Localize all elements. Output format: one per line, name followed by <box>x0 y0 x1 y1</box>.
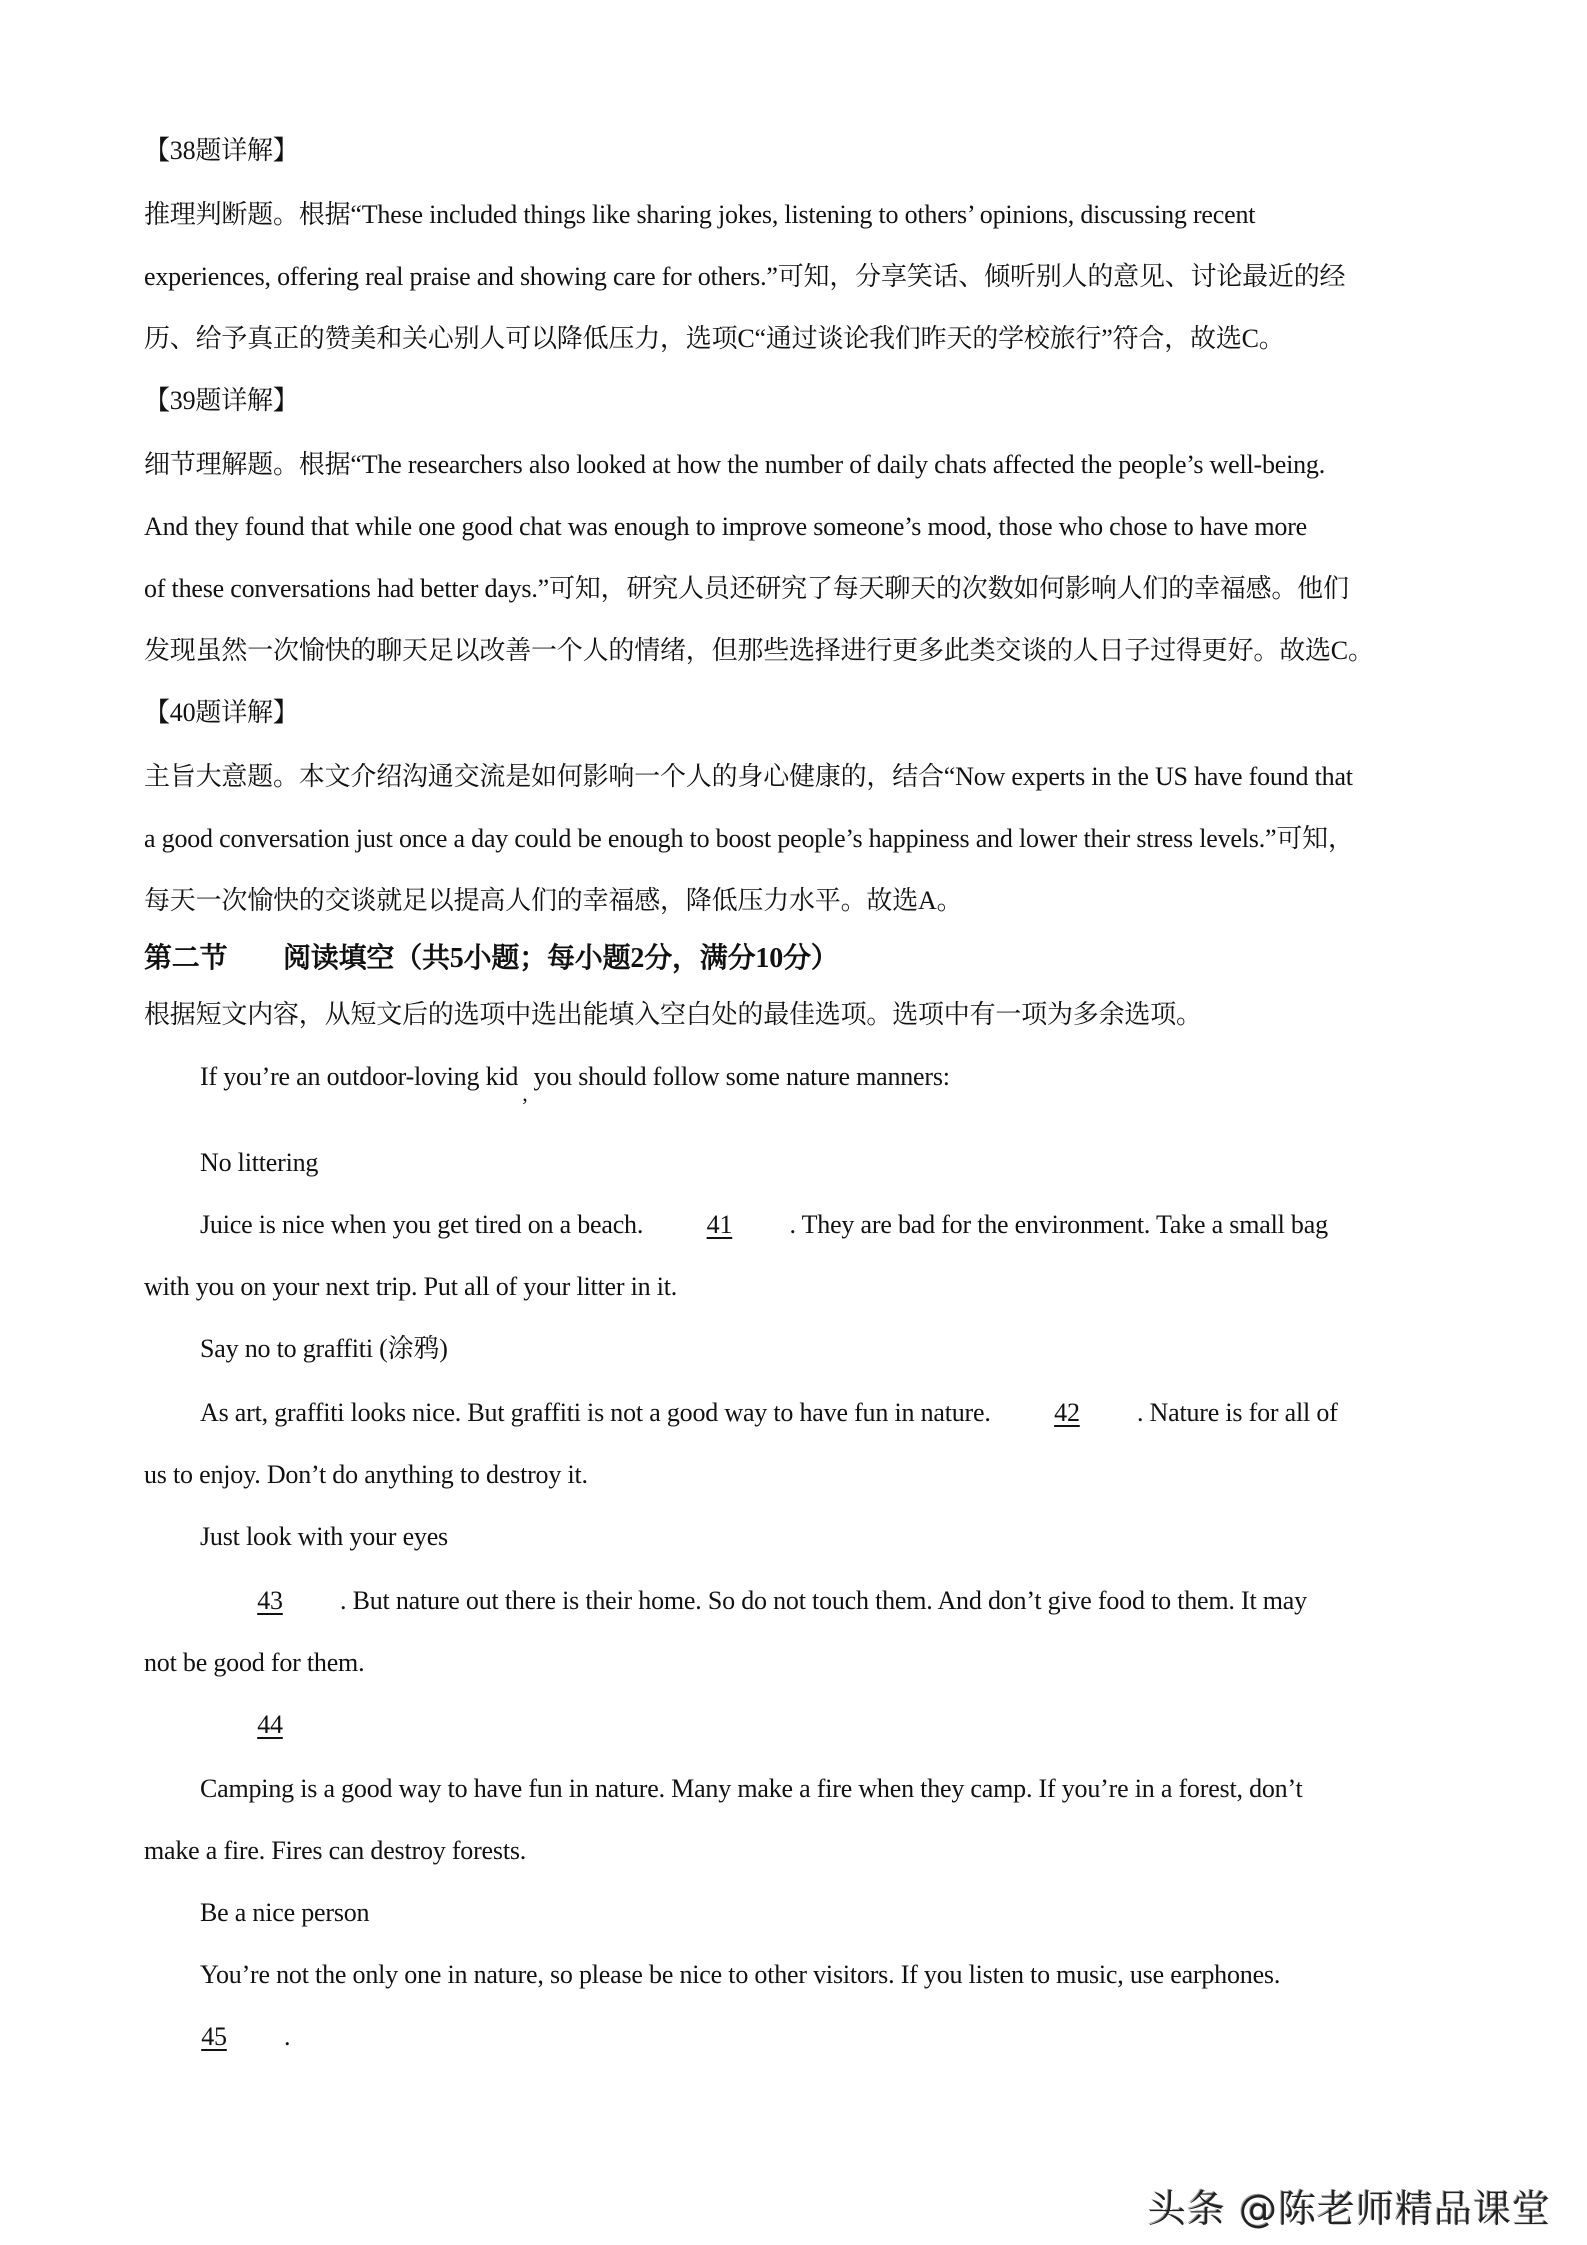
para-1-line-1 <box>200 1208 1328 1242</box>
section-title: 第二节 阅读填空（共5小题；每小题2分，满分10分） <box>144 943 839 974</box>
q40-line-1: 主旨大意题。本文介绍沟通交流是如何影响一个人的身心健康的，结合“Now experts in the US have found that <box>144 762 1353 791</box>
q39-line-2: And they found that while one good chat was enough to improve someone’s mood, those who chose to have more <box>144 512 1308 541</box>
para-5-period: . <box>284 2022 291 2051</box>
q38-line-1: 推理判断题。根据“These included things like sharing jokes, listening to others’ opinions, discussing recent <box>144 200 1256 229</box>
para-2-text-b: . Nature is for all of <box>1136 1398 1338 1427</box>
subheading-look-with-eyes: Just look with your eyes <box>200 1522 448 1551</box>
para-5-line-1: You’re not the only one in nature, so please be nice to other visitors. If you listen to music, use earphones. <box>200 1960 1281 1989</box>
q38-line-2: experiences, offering real praise and showing care for others.”可知，分享笑话、倾听别人的意见、讨论最近的经 <box>144 262 1346 291</box>
q38-line-3: 历、给予真正的赞美和关心别人可以降低压力，选项C“通过谈论我们昨天的学校旅行”符合，故选C。 <box>144 324 1285 353</box>
q39-line-4: 发现虽然一次愉快的聊天足以改善一个人的情绪，但那些选择进行更多此类交谈的人日子过得更好。故选C。 <box>144 636 1374 665</box>
watermark: 头条 @陈老师精品课堂 <box>1147 2187 1551 2231</box>
para-3-line-1 <box>200 1584 1307 1618</box>
para-1-line-2: with you on your next trip. Put all of your litter in it. <box>144 1272 678 1301</box>
blank-42: 42 <box>1054 1398 1080 1427</box>
subheading-nice-person: Be a nice person <box>200 1898 370 1927</box>
intro-comma: , <box>522 1081 528 1106</box>
subheading-no-littering: No littering <box>200 1148 319 1177</box>
blank-43: 43 <box>257 1586 283 1615</box>
q40-line-2: a good conversation just once a day could be enough to boost people’s happiness and lower their stress levels.”可知， <box>144 824 1354 853</box>
passage-intro <box>200 1060 950 1106</box>
blank-45: 45 <box>201 2022 227 2051</box>
section-instructions: 根据短文内容，从短文后的选项中选出能填入空白处的最佳选项。选项中有一项为多余选项。 <box>144 1000 1202 1029</box>
intro-part-b: you should follow some nature manners: <box>533 1062 950 1091</box>
q39-line-1: 细节理解题。根据“The researchers also looked at how the number of daily chats affected the people’s well-being. <box>144 450 1326 479</box>
q39-line-3: of these conversations had better days.”可知，研究人员还研究了每天聊天的次数如何影响人们的幸福感。他们 <box>144 574 1349 603</box>
para-1-text-b: . They are bad for the environment. Take a small bag <box>789 1210 1328 1239</box>
para-4-line-2: make a fire. Fires can destroy forests. <box>144 1836 527 1865</box>
para-3-line-2: not be good for them. <box>144 1648 365 1677</box>
para-3-text-a: . But nature out there is their home. So do not touch them. And don’t give food to them. It may <box>340 1586 1307 1615</box>
q40-line-3: 每天一次愉快的交谈就足以提高人们的幸福感，降低压力水平。故选A。 <box>144 886 963 915</box>
para-5-line-2 <box>144 2020 290 2054</box>
q39-heading: 【39题详解】 <box>144 386 299 415</box>
blank-44-line <box>200 1708 340 1742</box>
para-2-line-2: us to enjoy. Don’t do anything to destroy it. <box>144 1460 588 1489</box>
para-4-line-1: Camping is a good way to have fun in nature. Many make a fire when they camp. If you’re in a forest, don’t <box>200 1774 1303 1803</box>
para-2-text-a: As art, graffiti looks nice. But graffiti is not a good way to have fun in nature. <box>200 1398 991 1427</box>
blank-44: 44 <box>257 1710 283 1739</box>
subheading-graffiti: Say no to graffiti (涂鸦) <box>200 1334 448 1363</box>
q38-heading: 【38题详解】 <box>144 136 299 165</box>
para-1-text-a: Juice is nice when you get tired on a beach. <box>200 1210 644 1239</box>
q40-heading: 【40题详解】 <box>144 698 299 727</box>
blank-41: 41 <box>706 1210 733 1239</box>
para-2-line-1 <box>200 1396 1338 1430</box>
intro-part-a: If you’re an outdoor-loving kid <box>200 1062 519 1091</box>
